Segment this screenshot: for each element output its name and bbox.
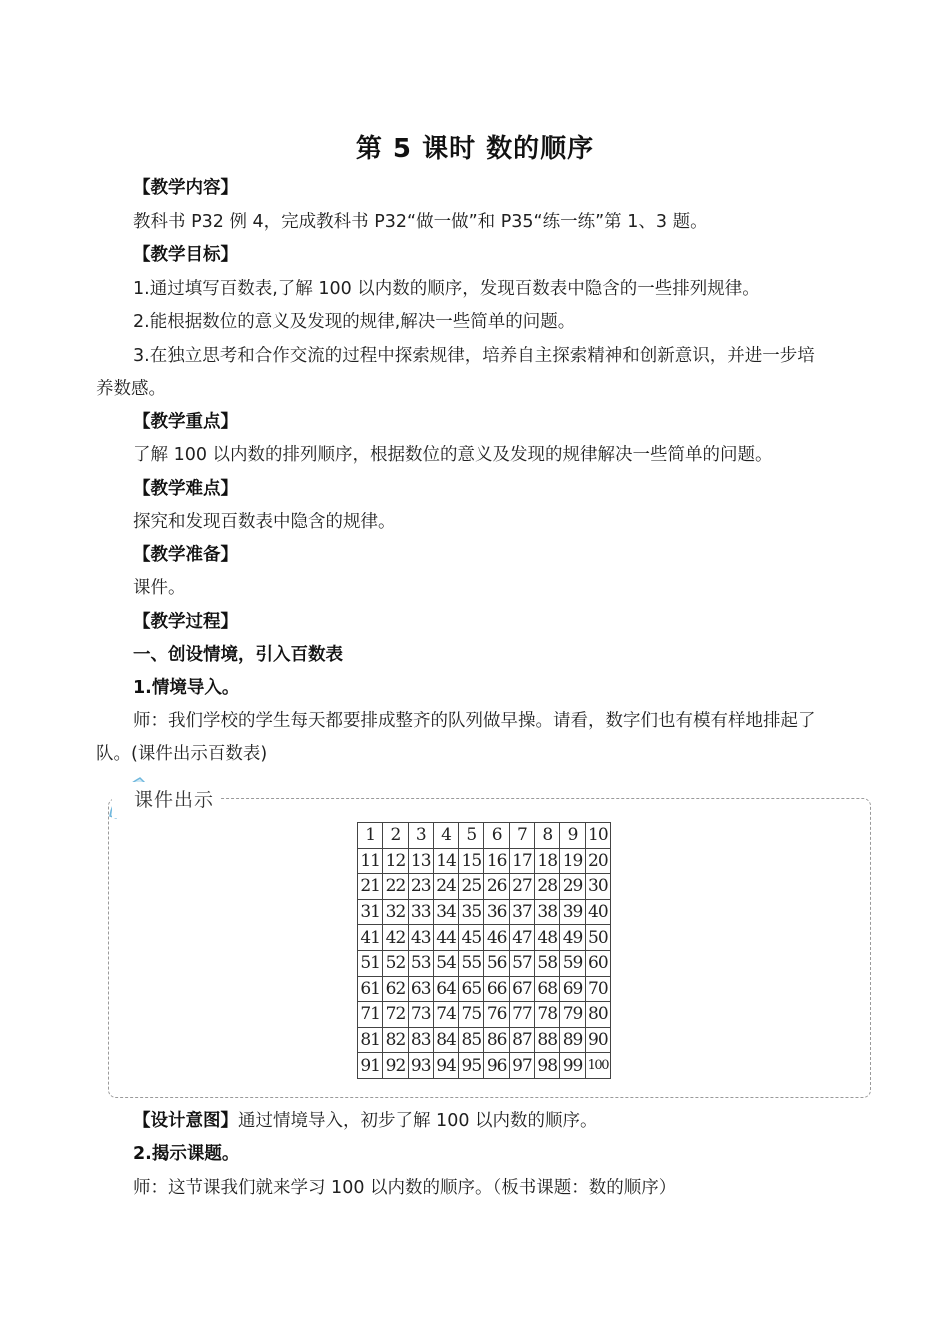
teacher-intro-line-2: 队。(课件出示百数表) (96, 744, 268, 764)
teacher-intro-line-1: 师：我们学校的学生每天都要排成整齐的队列做早操。请看，数字们也有模有样地排起了 (133, 711, 816, 731)
chart-cell: 50 (585, 925, 610, 951)
chart-cell: 22 (383, 874, 408, 900)
chart-cell: 12 (383, 848, 408, 874)
chart-cell: 46 (484, 925, 509, 951)
chart-cell: 67 (509, 976, 534, 1002)
chart-cell: 15 (459, 848, 484, 874)
chart-cell: 92 (383, 1053, 408, 1079)
chart-cell: 44 (433, 925, 458, 951)
chart-cell: 9 (560, 823, 585, 849)
chart-cell: 41 (358, 925, 383, 951)
chart-cell: 73 (408, 1002, 433, 1028)
chart-cell: 3 (408, 823, 433, 849)
chart-cell: 34 (433, 899, 458, 925)
chart-cell: 36 (484, 899, 509, 925)
chart-row (358, 1053, 611, 1079)
chart-cell: 7 (509, 823, 534, 849)
hundred-chart (357, 822, 611, 1079)
chart-cell: 88 (535, 1027, 560, 1053)
chart-cell: 56 (484, 950, 509, 976)
chart-row (358, 976, 611, 1002)
chart-cell: 42 (383, 925, 408, 951)
chart-cell: 48 (535, 925, 560, 951)
chart-cell: 32 (383, 899, 408, 925)
chart-row (358, 899, 611, 925)
key-points-text: 了解 100 以内数的排列顺序，根据数位的意义及发现的规律解决一些简单的问题。 (133, 445, 773, 465)
chart-cell: 45 (459, 925, 484, 951)
chart-cell: 8 (535, 823, 560, 849)
chart-cell: 30 (585, 874, 610, 900)
chart-cell: 1 (358, 823, 383, 849)
chart-cell: 35 (459, 899, 484, 925)
chart-cell: 2 (383, 823, 408, 849)
preparation-text: 课件。 (133, 578, 186, 598)
chart-cell: 52 (383, 950, 408, 976)
chart-cell: 21 (358, 874, 383, 900)
chart-cell: 72 (383, 1002, 408, 1028)
chart-cell: 94 (433, 1053, 458, 1079)
courseware-label: 课件出示 (112, 782, 220, 818)
chart-cell: 20 (585, 848, 610, 874)
chart-cell: 47 (509, 925, 534, 951)
chart-cell: 39 (560, 899, 585, 925)
chart-cell: 14 (433, 848, 458, 874)
chart-cell: 68 (535, 976, 560, 1002)
chart-row (358, 925, 611, 951)
chart-cell: 23 (408, 874, 433, 900)
chart-cell: 53 (408, 950, 433, 976)
chart-cell: 70 (585, 976, 610, 1002)
chart-cell: 16 (484, 848, 509, 874)
chart-cell: 29 (560, 874, 585, 900)
chart-cell: 93 (408, 1053, 433, 1079)
chart-cell: 18 (535, 848, 560, 874)
chart-cell: 26 (484, 874, 509, 900)
design-intent-text: 通过情境导入，初步了解 100 以内数的顺序。 (238, 1111, 598, 1131)
chart-cell: 13 (408, 848, 433, 874)
chart-row (358, 823, 611, 849)
chart-cell: 77 (509, 1002, 534, 1028)
chart-cell: 82 (383, 1027, 408, 1053)
chart-cell: 28 (535, 874, 560, 900)
chart-cell: 43 (408, 925, 433, 951)
chart-cell: 10 (585, 823, 610, 849)
chart-cell: 83 (408, 1027, 433, 1053)
difficulty-heading: 【教学难点】 (133, 479, 238, 499)
process-heading: 【教学过程】 (133, 612, 238, 632)
chart-cell: 80 (585, 1002, 610, 1028)
chart-cell: 37 (509, 899, 534, 925)
chart-row (358, 1027, 611, 1053)
content-heading: 【教学内容】 (133, 178, 238, 198)
chart-cell: 100 (585, 1053, 610, 1079)
chart-cell: 90 (585, 1027, 610, 1053)
chart-cell: 19 (560, 848, 585, 874)
chart-cell: 40 (585, 899, 610, 925)
chart-cell: 6 (484, 823, 509, 849)
chart-cell: 4 (433, 823, 458, 849)
goal-1: 1.通过填写百数表,了解 100 以内数的顺序，发现百数表中隐含的一些排列规律。 (133, 279, 760, 299)
chart-cell: 24 (433, 874, 458, 900)
chart-cell: 69 (560, 976, 585, 1002)
chart-cell: 62 (383, 976, 408, 1002)
part-1-heading: 一、创设情境，引入百数表 (133, 645, 343, 665)
chart-cell: 59 (560, 950, 585, 976)
chart-cell: 86 (484, 1027, 509, 1053)
goal-3-line-2: 养数感。 (96, 379, 166, 399)
chart-cell: 98 (535, 1053, 560, 1079)
design-intent (133, 1109, 598, 1133)
chart-row (358, 848, 611, 874)
chart-cell: 85 (459, 1027, 484, 1053)
chart-cell: 99 (560, 1053, 585, 1079)
chart-cell: 25 (459, 874, 484, 900)
chart-cell: 60 (585, 950, 610, 976)
goal-2: 2.能根据数位的意义及发现的规律,解决一些简单的问题。 (133, 312, 576, 332)
design-intent-label: 【设计意图】 (133, 1111, 238, 1131)
step-2-heading: 2.揭示课题。 (133, 1144, 240, 1164)
chart-cell: 61 (358, 976, 383, 1002)
chart-cell: 81 (358, 1027, 383, 1053)
step-1-heading: 1.情境导入。 (133, 678, 240, 698)
chart-cell: 96 (484, 1053, 509, 1079)
chart-cell: 63 (408, 976, 433, 1002)
chart-cell: 84 (433, 1027, 458, 1053)
chart-cell: 38 (535, 899, 560, 925)
key-points-heading: 【教学重点】 (133, 412, 238, 432)
chart-cell: 74 (433, 1002, 458, 1028)
chart-cell: 79 (560, 1002, 585, 1028)
chart-cell: 76 (484, 1002, 509, 1028)
chart-cell: 66 (484, 976, 509, 1002)
chart-cell: 31 (358, 899, 383, 925)
chart-row (358, 874, 611, 900)
goals-heading: 【教学目标】 (133, 245, 238, 265)
teacher-topic: 师：这节课我们就来学习 100 以内数的顺序。（板书课题：数的顺序） (133, 1178, 677, 1198)
chart-cell: 49 (560, 925, 585, 951)
chart-cell: 51 (358, 950, 383, 976)
chart-cell: 54 (433, 950, 458, 976)
chart-cell: 57 (509, 950, 534, 976)
chart-cell: 5 (459, 823, 484, 849)
chart-cell: 33 (408, 899, 433, 925)
difficulty-text: 探究和发现百数表中隐含的规律。 (133, 512, 396, 532)
chart-cell: 87 (509, 1027, 534, 1053)
chart-cell: 75 (459, 1002, 484, 1028)
chart-cell: 91 (358, 1053, 383, 1079)
chart-cell: 64 (433, 976, 458, 1002)
chart-cell: 55 (459, 950, 484, 976)
chart-cell: 78 (535, 1002, 560, 1028)
chart-cell: 11 (358, 848, 383, 874)
chart-cell: 71 (358, 1002, 383, 1028)
chart-cell: 27 (509, 874, 534, 900)
chart-cell: 97 (509, 1053, 534, 1079)
lesson-title: 第 5 课时 数的顺序 (355, 134, 595, 164)
chart-cell: 65 (459, 976, 484, 1002)
chart-cell: 89 (560, 1027, 585, 1053)
chart-row (358, 1002, 611, 1028)
chart-cell: 58 (535, 950, 560, 976)
chart-cell: 95 (459, 1053, 484, 1079)
content-text: 教科书 P32 例 4，完成教科书 P32“做一做”和 P35“练一练”第 1、3 题。 (133, 212, 708, 232)
chart-row (358, 950, 611, 976)
chart-cell: 17 (509, 848, 534, 874)
preparation-heading: 【教学准备】 (133, 545, 238, 565)
goal-3-line-1: 3.在独立思考和合作交流的过程中探索规律，培养自主探索精神和创新意识，并进一步培 (133, 346, 815, 366)
